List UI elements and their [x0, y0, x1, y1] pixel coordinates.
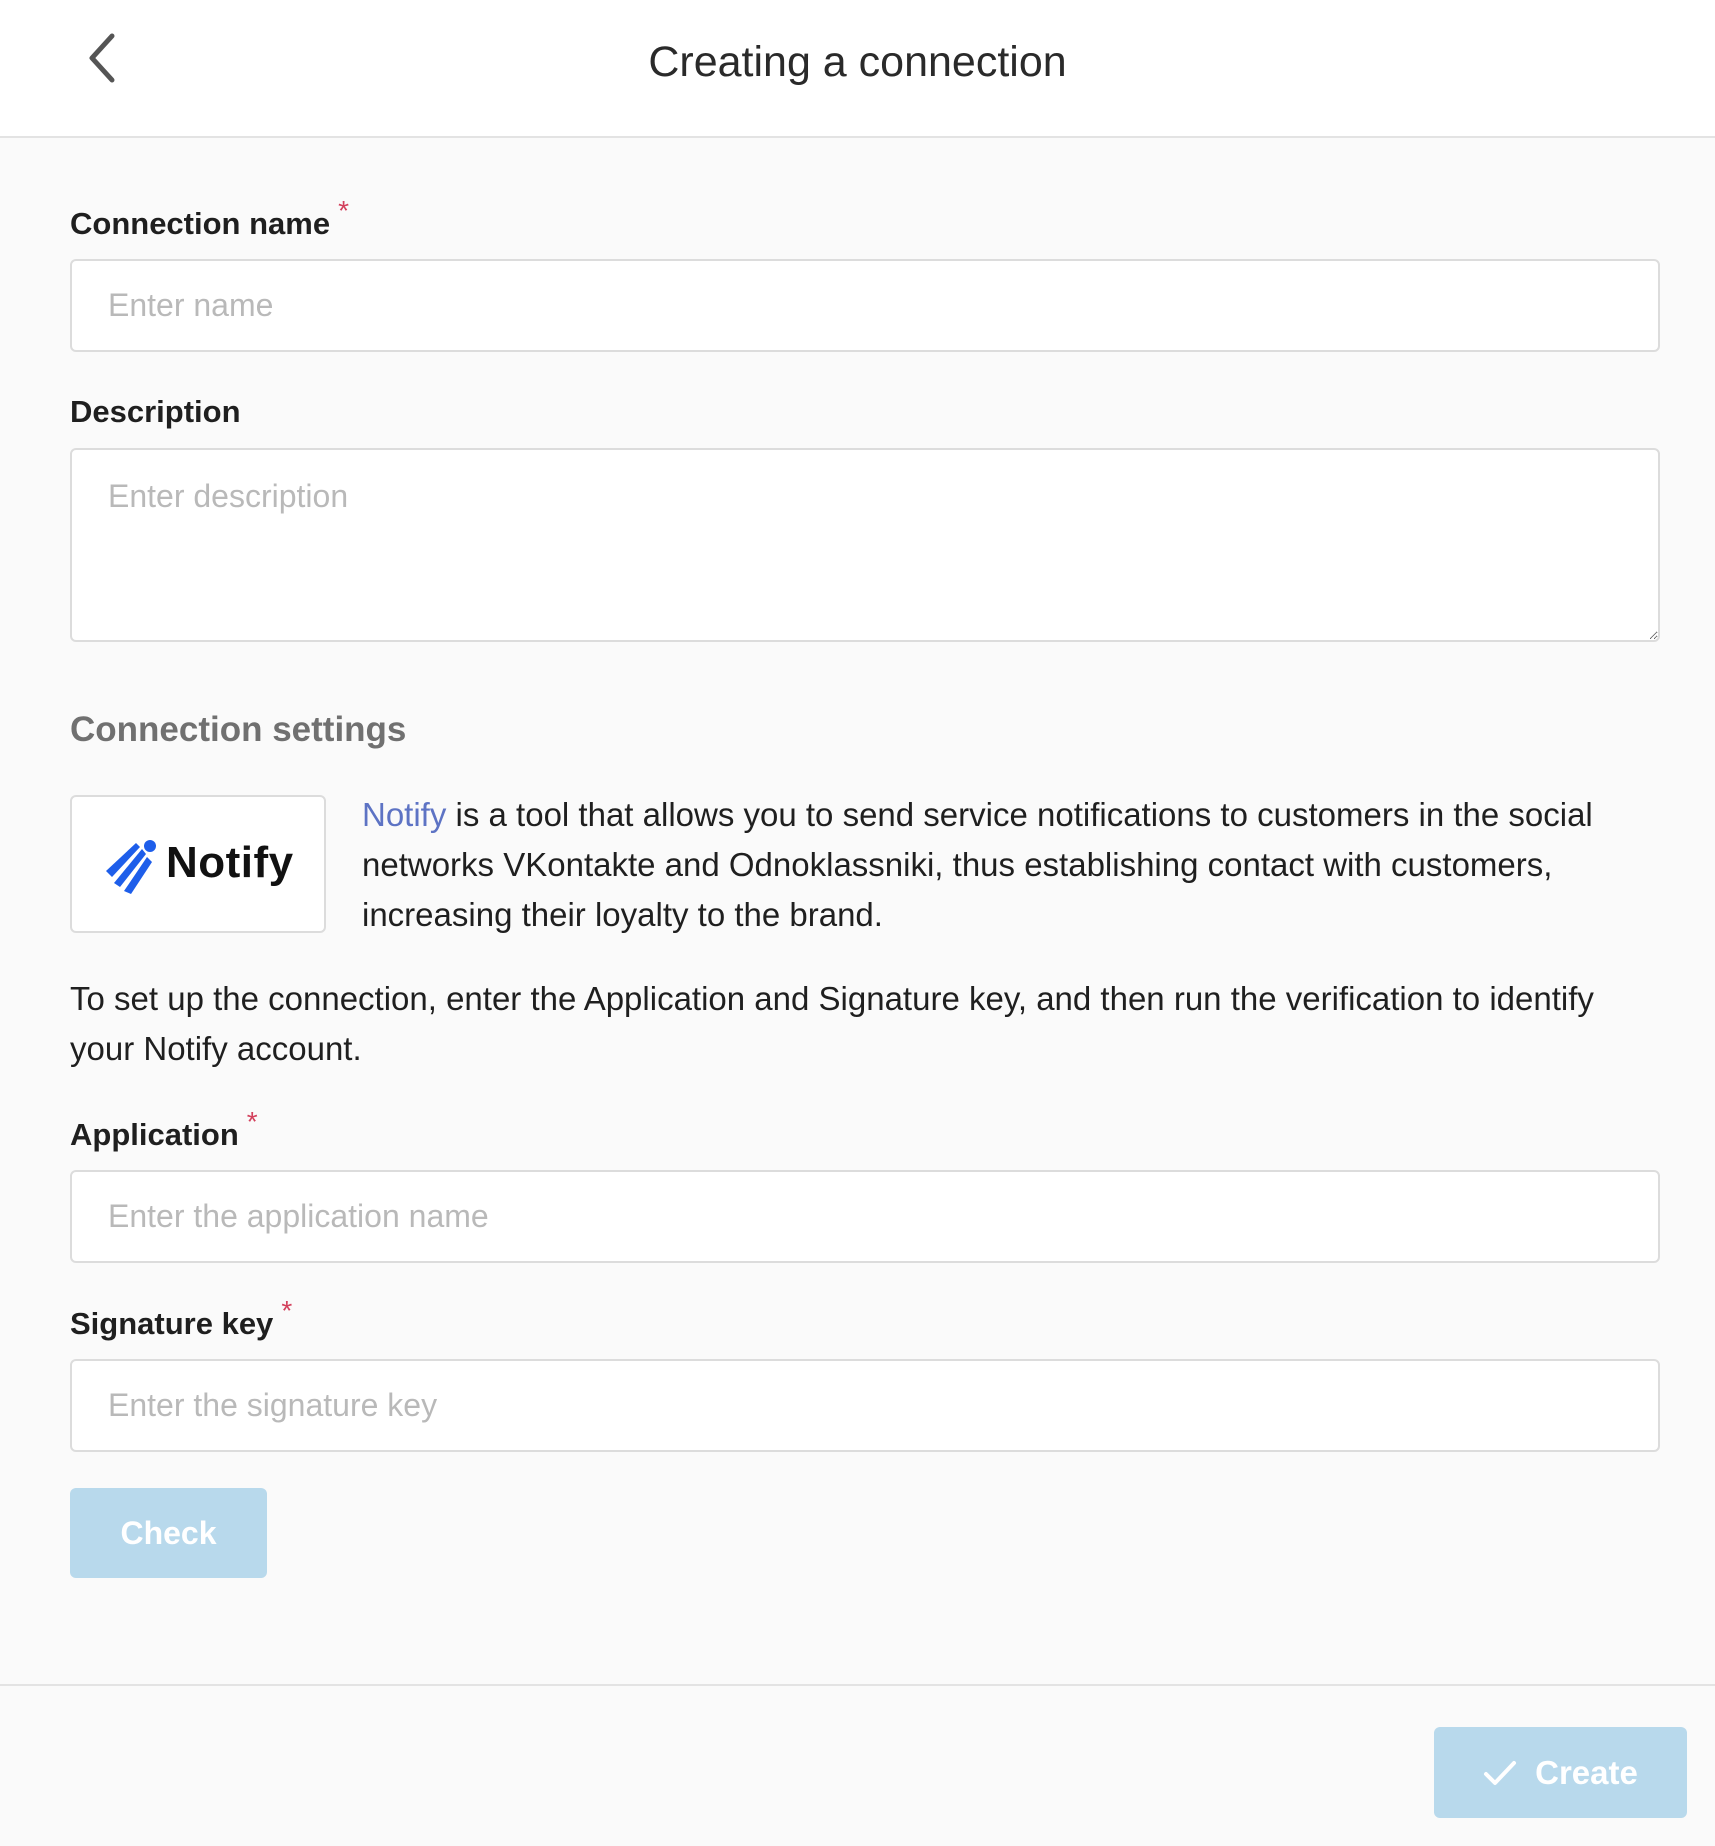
page-title: Creating a connection [648, 38, 1067, 86]
signature-key-label-text: Signature key [70, 1306, 274, 1341]
connection-name-label [70, 195, 349, 245]
integration-description [362, 790, 1662, 940]
description-label: Description [70, 394, 241, 429]
signature-key-label [70, 1295, 293, 1345]
check-button[interactable]: Check [70, 1488, 267, 1578]
notify-logo-card [70, 795, 326, 933]
integration-description-text: is a tool that allows you to send service notifications to customers in the social networks VKontakte and Odnoklassniki, thus establishing contact with customers, increasing their loyalty to the brand. [362, 796, 1593, 933]
notify-logo-icon [102, 837, 158, 895]
notify-logo-text: Notify [166, 838, 294, 887]
connection-settings-title: Connection settings [70, 710, 407, 749]
application-label-text: Application [70, 1117, 239, 1152]
required-mark: * [338, 195, 349, 226]
description-textarea[interactable] [70, 448, 1660, 642]
connection-name-input[interactable] [70, 259, 1660, 352]
create-button[interactable] [1434, 1727, 1687, 1818]
header-bar [0, 0, 1715, 138]
required-mark: * [281, 1295, 293, 1326]
application-label [70, 1106, 258, 1156]
footer-divider [0, 1684, 1715, 1686]
connection-name-label-text: Connection name [70, 206, 331, 241]
notify-link[interactable]: Notify [362, 796, 447, 833]
signature-key-input[interactable] [70, 1359, 1660, 1452]
setup-instructions: To set up the connection, enter the Application and Signature key, and then run the verification to identify your Notify account. [70, 980, 1594, 1067]
required-mark: * [246, 1106, 258, 1137]
application-input[interactable] [70, 1170, 1660, 1263]
checkmark-icon [1483, 1759, 1517, 1787]
create-button-label: Create [1535, 1753, 1638, 1791]
